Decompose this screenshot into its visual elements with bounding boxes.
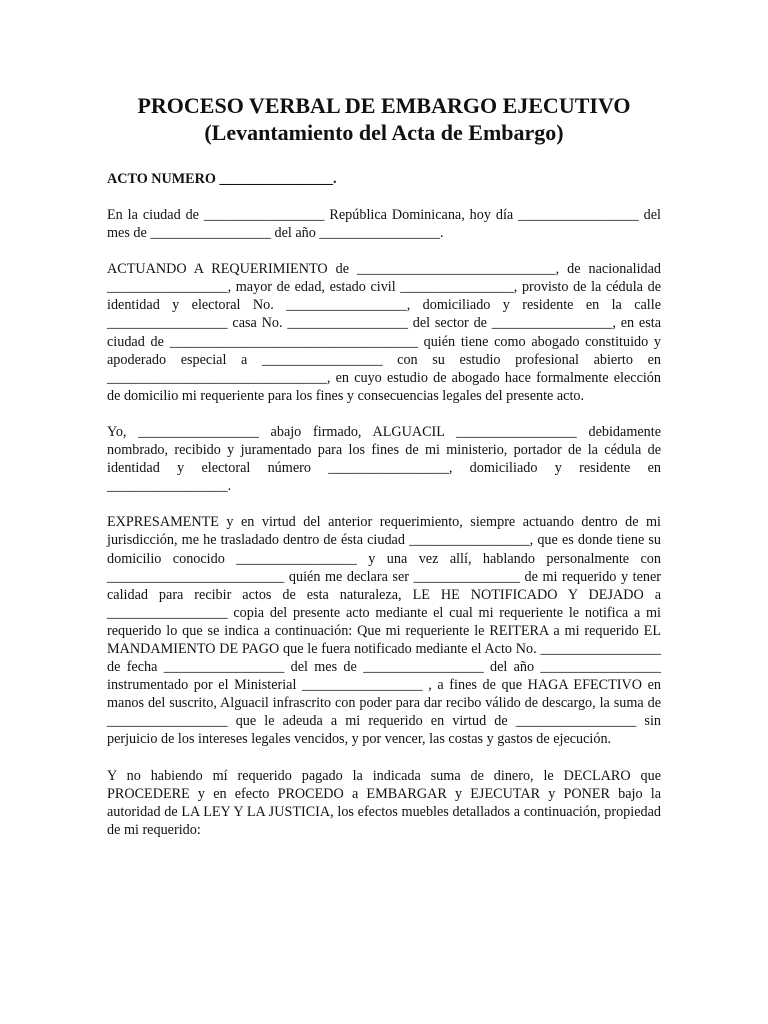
- document-page: [107, 92, 661, 857]
- document-subtitle: (Levantamiento del Acta de Embargo): [204, 120, 564, 145]
- paragraph-alguacil: Yo, _________________ abajo firmado, ALGUACIL _________________ debidamente nombrado, recibido y juramentado para los fines de mi ministerio, portador de la cédula de identidad y electoral número _________________, domiciliado y residente en _________________.: [107, 423, 661, 495]
- paragraph-expresamente: EXPRESAMENTE y en virtud del anterior requerimiento, siempre actuando dentro de mi jurisdicción, me he trasladado dentro de ésta ciudad _________________, que es donde tiene su domicilio conocido _________________ y una vez allí, hablando personalmente con _________________________ quién me declara ser _______________ de mi requerido y tener calidad para recibir actos de esta naturaleza, LE HE NOTIFICADO Y DEJADO a _________________ copia del presente acto mediante el cual mi requeriente le notifica a mi requerido lo que se indica a continuación: Que mi requeriente le REITERA a mi requerido EL MANDAMIENTO DE PAGO que le fuera notificado mediante el Acto No. _________________ de fecha _________________ del mes de _________________ del año _________________ instrumentado por el Ministerial _________________ , a fines de que HAGA EFECTIVO en manos del suscrito, Alguacil infrascrito con poder para dar recibo válido de descargo, la suma de _________________ que le adeuda a mi requerido en virtud de _________________ sin perjuicio de los intereses legales vencidos, y por vencer, las costas y gastos de ejecución.: [107, 514, 661, 748]
- paragraph-requerimiento: ACTUANDO A REQUERIMIENTO de ____________________________, de nacionalidad _________________, mayor de edad, estado civil ________________, provisto de la cédula de identidad y electoral No. _________________, domiciliado y residente en la calle _________________ casa No. _________________ del sector de _________________, en esta ciudad de ___________________________________ quién tiene como abogado constituido y apoderado especial a _________________ con su estudio profesional abierto en _______________________________, en cuyo estudio de abogado hace formalmente elección de domicilio mi requeriente para los fines y consecuencias legales del presente acto.: [107, 261, 661, 404]
- document-title: PROCESO VERBAL DE EMBARGO EJECUTIVO: [137, 93, 631, 118]
- paragraph-embargo-declaracion: Y no habiendo mí requerido pagado la indicada suma de dinero, le DECLARO que PROCEDERE y en efecto PROCEDO a EMBARGAR y EJECUTAR y PONER bajo la autoridad de LA LEY Y LA JUSTICIA, los efectos muebles detallados a continuación, propiedad de mi requerido:: [107, 767, 661, 838]
- paragraph-ciudad-fecha: En la ciudad de _________________ República Dominicana, hoy día _________________ del mes de _________________ del año _________________.: [107, 207, 661, 242]
- acto-numero: ACTO NUMERO ________________.: [107, 171, 337, 187]
